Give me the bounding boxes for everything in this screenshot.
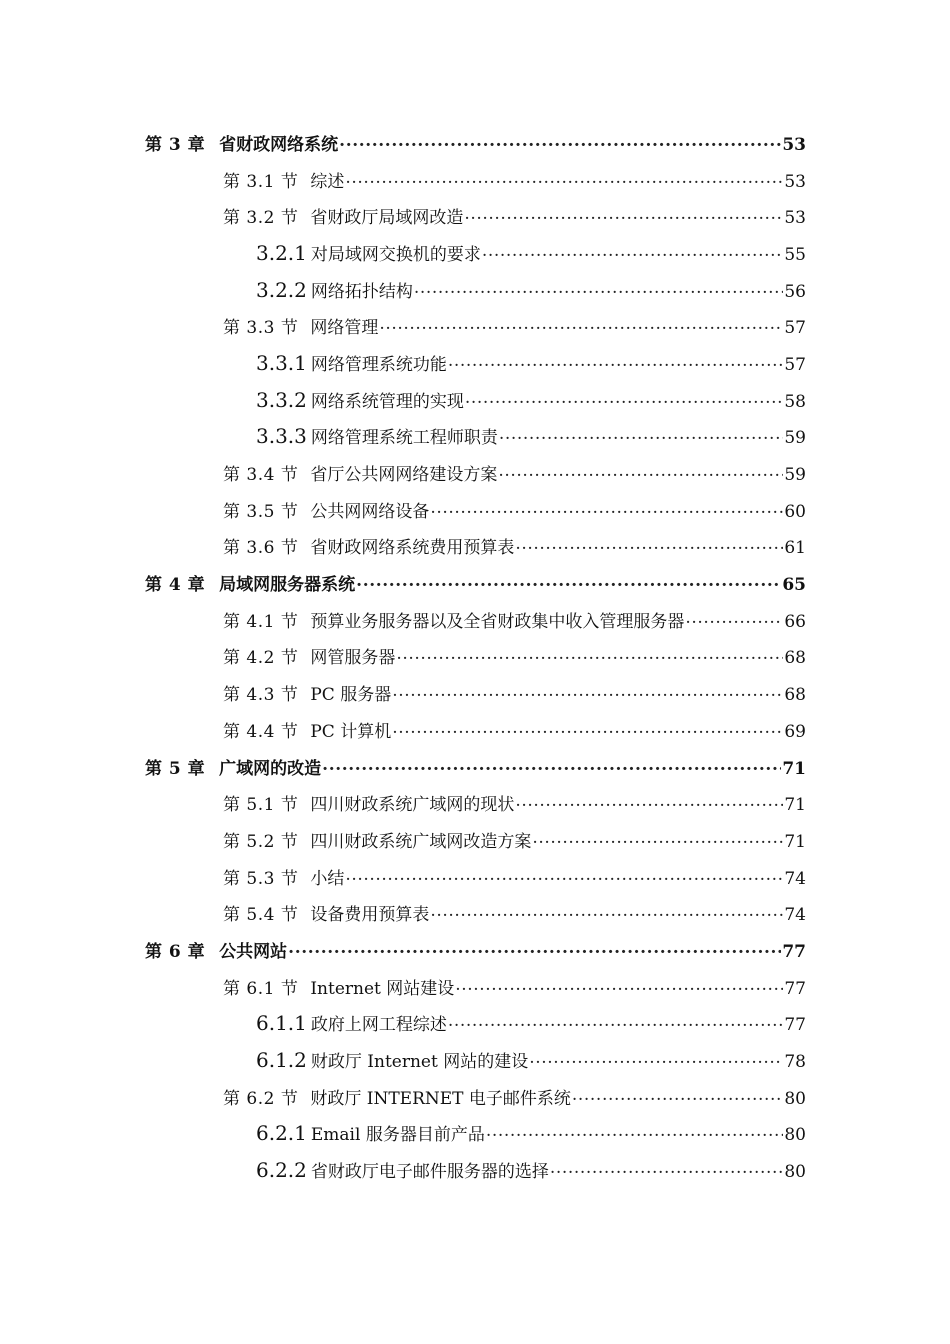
toc-dot-leader	[448, 353, 783, 370]
toc-entry-page: 71	[782, 758, 806, 779]
toc-entry-title: 省厅公共网网络建设方案	[310, 465, 498, 486]
toc-entry-number: 第 5.2 节	[223, 831, 299, 852]
toc-entry-title: 省财政网络系统费用预算表	[310, 538, 515, 559]
toc-dot-leader	[345, 170, 783, 187]
toc-dot-leader	[572, 1087, 783, 1104]
toc-entry[interactable]	[0, 161, 950, 198]
toc-entry-title: 省财政网络系统	[219, 134, 339, 155]
toc-dot-leader	[465, 390, 783, 407]
toc-dot-leader	[515, 793, 783, 810]
toc-dot-leader	[356, 573, 781, 590]
toc-entry-title: 公共网站	[219, 941, 288, 962]
toc-entry-number: 6.1.1	[256, 1011, 307, 1036]
toc-entry-number: 第 3.4 节	[223, 465, 299, 486]
toc-entry-page: 80	[784, 1088, 806, 1109]
toc-dot-leader	[322, 757, 781, 774]
toc-entry-number: 3.2.1	[256, 240, 307, 265]
toc-entry[interactable]	[0, 234, 950, 271]
toc-entry-number: 第 5 章	[145, 758, 206, 779]
toc-entry[interactable]	[0, 271, 950, 308]
toc-dot-leader	[345, 867, 783, 884]
toc-entry-page: 74	[784, 868, 806, 889]
toc-entry-number: 第 3.6 节	[223, 538, 299, 559]
toc-entry-page: 80	[784, 1125, 806, 1146]
toc-entry-page: 53	[782, 134, 806, 155]
toc-entry-title: 设备费用预算表	[310, 905, 430, 926]
toc-entry[interactable]	[0, 748, 950, 785]
toc-entry[interactable]	[0, 1115, 950, 1152]
toc-entry-page: 71	[784, 795, 806, 816]
toc-entry-number: 第 4 章	[145, 575, 206, 596]
toc-entry-title: 对局域网交换机的要求	[310, 244, 481, 265]
toc-entry-page: 53	[784, 208, 806, 229]
toc-entry[interactable]	[0, 418, 950, 455]
toc-entry-number: 6.1.2	[256, 1048, 307, 1073]
toc-entry[interactable]	[0, 968, 950, 1005]
toc-entry-number: 第 6 章	[145, 941, 206, 962]
toc-entry-title: PC 计算机	[310, 721, 392, 742]
toc-entry-title: 政府上网工程综述	[310, 1015, 447, 1036]
toc-dot-leader	[486, 1123, 784, 1140]
toc-entry[interactable]	[0, 931, 950, 968]
toc-entry-title: 四川财政系统广域网改造方案	[310, 831, 532, 852]
toc-dot-leader	[498, 463, 783, 480]
toc-entry-number: 第 4.3 节	[223, 685, 299, 706]
toc-entry-title: PC 服务器	[310, 685, 392, 706]
toc-entry-number: 第 5.1 节	[223, 795, 299, 816]
toc-entry[interactable]	[0, 1078, 950, 1115]
toc-entry[interactable]	[0, 197, 950, 234]
toc-entry-page: 55	[784, 244, 806, 265]
toc-dot-leader	[550, 1160, 783, 1177]
toc-entry-title: 四川财政系统广域网的现状	[310, 795, 515, 816]
toc-entry[interactable]	[0, 1041, 950, 1078]
toc-entry-number: 第 4.4 节	[223, 721, 299, 742]
toc-entry[interactable]	[0, 711, 950, 748]
toc-entry-number: 3.3.1	[256, 350, 307, 375]
toc-entry[interactable]	[0, 381, 950, 418]
toc-entry-title: Email 服务器目前产品	[310, 1125, 485, 1146]
toc-entry-title: 广域网的改造	[219, 758, 322, 779]
toc-entry-page: 57	[784, 318, 806, 339]
toc-entry[interactable]	[0, 491, 950, 528]
toc-entry-page: 56	[784, 281, 806, 302]
toc-dot-leader	[455, 977, 783, 994]
toc-entry-number: 6.2.2	[256, 1158, 307, 1183]
toc-entry-title: 省财政厅电子邮件服务器的选择	[310, 1162, 549, 1183]
toc-dot-leader	[529, 1050, 783, 1067]
toc-dot-leader	[392, 683, 783, 700]
toc-entry-number: 第 4.2 节	[223, 648, 299, 669]
toc-entry-title: 预算业务服务器以及全省财政集中收入管理服务器	[310, 611, 685, 632]
toc-entry-page: 59	[784, 428, 806, 449]
toc-entry-page: 68	[784, 685, 806, 706]
toc-entry-number: 3.2.2	[256, 277, 307, 302]
toc-entry-page: 78	[784, 1052, 806, 1073]
toc-entry-title: 财政厅 INTERNET 电子邮件系统	[310, 1088, 571, 1109]
toc-entry-number: 第 3.2 节	[223, 208, 299, 229]
toc-entry-page: 66	[784, 611, 806, 632]
toc-entry-title: 网络系统管理的实现	[310, 391, 464, 412]
toc-entry-page: 68	[784, 648, 806, 669]
toc-entry-page: 65	[782, 575, 806, 596]
toc-entry[interactable]	[0, 601, 950, 638]
toc-entry-page: 80	[784, 1162, 806, 1183]
toc-entry-page: 77	[784, 978, 806, 999]
toc-entry[interactable]	[0, 858, 950, 895]
toc-entry-page: 53	[784, 171, 806, 192]
toc-dot-leader	[532, 830, 783, 847]
toc-entry[interactable]	[0, 307, 950, 344]
toc-entry[interactable]	[0, 528, 950, 565]
toc-dot-leader	[448, 1013, 783, 1030]
toc-entry-page: 61	[784, 538, 806, 559]
toc-entry-number: 第 3 章	[145, 134, 206, 155]
toc-entry-title: 网络拓扑结构	[310, 281, 413, 302]
toc-entry-number: 第 6.2 节	[223, 1088, 299, 1109]
toc-entry-title: 省财政厅局域网改造	[310, 208, 464, 229]
toc-dot-leader	[685, 610, 783, 627]
toc-entry-number: 第 3.5 节	[223, 501, 299, 522]
toc-entry[interactable]	[0, 344, 950, 381]
toc-dot-leader	[515, 536, 783, 553]
toc-entry[interactable]	[0, 894, 950, 931]
toc-entry[interactable]	[0, 564, 950, 601]
toc-entry-page: 58	[784, 391, 806, 412]
toc-dot-leader	[430, 903, 783, 920]
toc-dot-leader	[414, 280, 783, 297]
toc-entry[interactable]	[0, 638, 950, 675]
toc-dot-leader	[288, 940, 781, 957]
toc-entry-number: 第 4.1 节	[223, 611, 299, 632]
toc-entry-page: 69	[784, 721, 806, 742]
toc-entry-number: 第 3.1 节	[223, 171, 299, 192]
toc-entry-page: 71	[784, 831, 806, 852]
toc-entry-number: 第 5.3 节	[223, 868, 299, 889]
toc-entry-number: 第 3.3 节	[223, 318, 299, 339]
toc-dot-leader	[379, 316, 783, 333]
toc-entry-number: 6.2.1	[256, 1121, 307, 1146]
toc-entry-title: 小结	[310, 868, 345, 889]
toc-dot-leader	[464, 206, 783, 223]
toc-entry-number: 第 6.1 节	[223, 978, 299, 999]
toc-entry-title: 综述	[310, 171, 345, 192]
toc-entry[interactable]	[0, 821, 950, 858]
toc-entry-page: 60	[784, 501, 806, 522]
toc-entry[interactable]	[0, 784, 950, 821]
toc-entry-page: 77	[782, 941, 806, 962]
toc-dot-leader	[396, 646, 783, 663]
toc-dot-leader	[430, 500, 783, 517]
toc-entry[interactable]	[0, 1005, 950, 1042]
toc-entry-title: Internet 网站建设	[310, 978, 455, 999]
toc-entry[interactable]	[0, 124, 950, 161]
toc-entry[interactable]	[0, 454, 950, 491]
toc-dot-leader	[339, 133, 781, 150]
toc-entry-title: 财政厅 Internet 网站的建设	[310, 1052, 529, 1073]
toc-entry-title: 局域网服务器系统	[219, 575, 356, 596]
toc-entry-title: 网络管理	[310, 318, 379, 339]
toc-dot-leader	[392, 720, 783, 737]
toc-entry-title: 网管服务器	[310, 648, 396, 669]
toc-entry-number: 3.3.2	[256, 387, 307, 412]
toc-entry-number: 3.3.3	[256, 424, 307, 449]
toc-entry-title: 公共网网络设备	[310, 501, 430, 522]
toc-dot-leader	[482, 243, 783, 260]
toc-entry-page: 59	[784, 465, 806, 486]
toc-entry-page: 74	[784, 905, 806, 926]
toc-entry-title: 网络管理系统功能	[310, 354, 447, 375]
table-of-contents	[0, 124, 950, 1188]
toc-entry-page: 77	[784, 1015, 806, 1036]
toc-entry-number: 第 5.4 节	[223, 905, 299, 926]
toc-entry-title: 网络管理系统工程师职责	[310, 428, 498, 449]
toc-dot-leader	[499, 426, 783, 443]
toc-entry[interactable]	[0, 674, 950, 711]
toc-entry-page: 57	[784, 354, 806, 375]
toc-entry[interactable]	[0, 1151, 950, 1188]
